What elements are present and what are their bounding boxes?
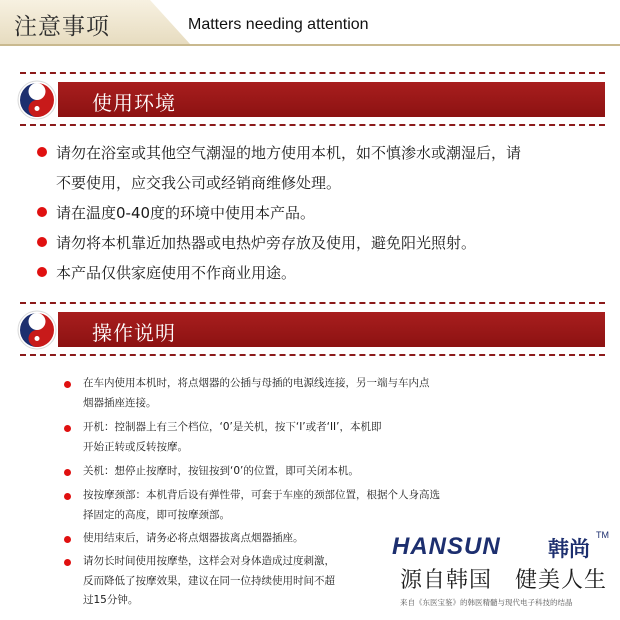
section2-title: 操作说明 xyxy=(92,321,176,345)
list-item xyxy=(83,552,335,611)
list-item xyxy=(56,258,296,288)
header-divider xyxy=(150,0,190,44)
header-rule xyxy=(0,44,620,46)
list-item xyxy=(83,462,359,482)
list-bullet xyxy=(64,559,71,566)
page-title: 注意事项 xyxy=(14,14,110,40)
list-item xyxy=(83,374,430,413)
list-bullet xyxy=(37,147,47,157)
section2-top-divider xyxy=(20,302,605,304)
list-bullet xyxy=(64,536,71,543)
section1-header-bar xyxy=(58,82,605,117)
section1-bottom-divider xyxy=(20,124,605,126)
list-item-line: 请在温度0-40度的环境中使用本产品。 xyxy=(56,204,316,222)
list-item-line: 开始正转或反转按摩。 xyxy=(83,440,188,453)
list-item-line: 在车内使用本机时，将点烟器的公插与母插的电源线连接，另一端与车内点 xyxy=(83,377,430,389)
list-bullet xyxy=(64,381,71,388)
list-item xyxy=(83,529,304,549)
list-item-line: 请勿将本机靠近加热器或电热炉旁存放及使用，避免阳光照射。 xyxy=(56,234,477,252)
list-bullet xyxy=(64,469,71,476)
list-item xyxy=(83,418,382,457)
list-item-line: 请勿在浴室或其他空气潮湿的地方使用本机，如不慎渗水或潮湿后，请 xyxy=(56,144,522,162)
list-item-line: 过15分钟。 xyxy=(83,594,139,606)
list-item xyxy=(56,138,521,198)
list-item-line: 反而降低了按摩效果，建议在同一位持续使用时间不超 xyxy=(83,574,335,587)
list-item-line: 关机：想停止按摩时，按钮按到‘0’的位置，即可关闭本机。 xyxy=(83,465,359,477)
list-item-line: 烟器插座连接。 xyxy=(83,396,157,409)
section1-title: 使用环境 xyxy=(92,91,176,115)
list-bullet xyxy=(37,207,47,217)
brand-slogan: 源自韩国 健美人生 xyxy=(400,568,608,593)
section2-bottom-divider xyxy=(20,354,605,356)
trademark-symbol: TM xyxy=(596,530,609,540)
page-header xyxy=(0,0,620,44)
list-item-line: 请勿长时间使用按摩垫，这样会对身体造成过度刺激， xyxy=(83,555,335,567)
brand-logo-text: HANSUN xyxy=(392,533,501,560)
section1-top-divider xyxy=(20,72,605,74)
brand-note: 来自《东医宝鉴》的韩医精髓与现代电子科技的结晶 xyxy=(400,598,573,607)
list-item xyxy=(83,486,440,525)
list-item xyxy=(56,198,315,228)
list-bullet xyxy=(64,425,71,432)
list-item-line: 开机：控制器上有三个档位，‘0’是关机，按下‘I’或者‘II’，本机即 xyxy=(83,421,382,433)
brand-s-logo-icon xyxy=(17,310,57,350)
list-bullet xyxy=(37,237,47,247)
list-item-line: 按按摩颈部：本机背后设有弹性带，可套于车座的颈部位置，根据个人身高选 xyxy=(83,489,440,501)
list-bullet xyxy=(37,267,47,277)
list-item-line: 本产品仅供家庭使用不作商业用途。 xyxy=(56,264,297,282)
list-bullet xyxy=(64,493,71,500)
section2-header-bar xyxy=(58,312,605,347)
brand-chinese-name: 韩尚 xyxy=(548,537,590,561)
page-subtitle: Matters needing attention xyxy=(188,16,369,33)
list-item-line: 使用结束后，请务必将点烟器拔离点烟器插座。 xyxy=(83,532,304,544)
list-item-line: 择固定的高度，即可按摩颈部。 xyxy=(83,508,230,521)
list-item xyxy=(56,228,476,258)
brand-s-logo-icon xyxy=(17,80,57,120)
list-item-line: 不要使用，应交我公司或经销商维修处理。 xyxy=(56,174,342,192)
